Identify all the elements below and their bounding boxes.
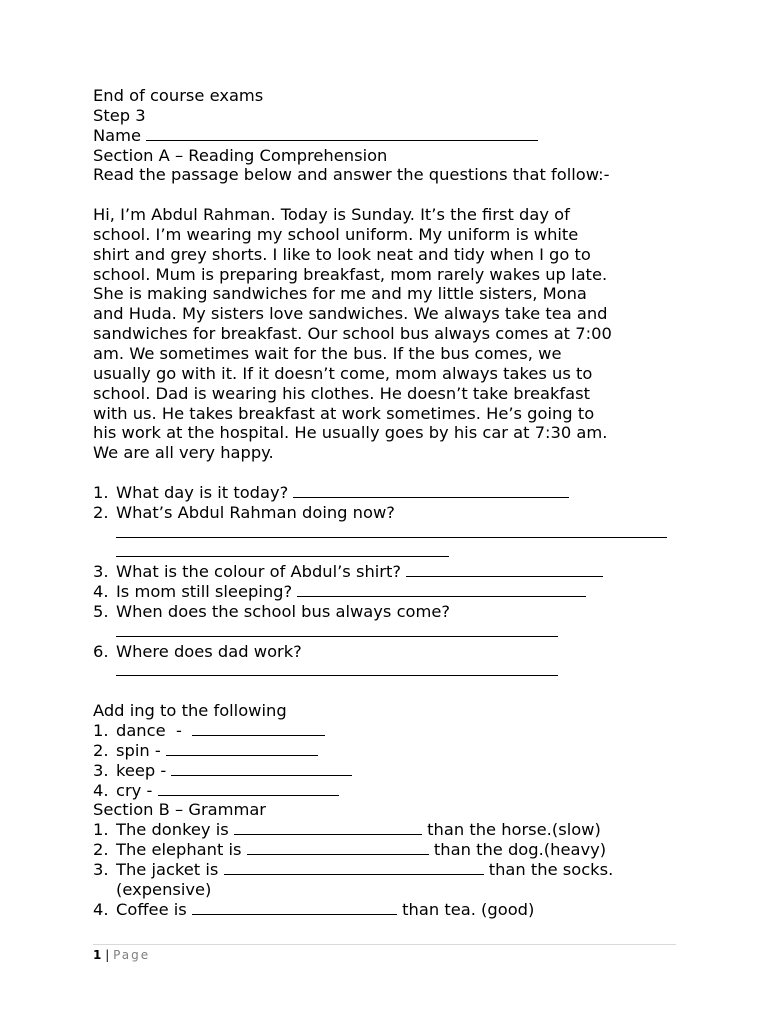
ing-item-2: 2. spin - — [93, 741, 683, 761]
answer-blank[interactable] — [116, 661, 558, 676]
passage-line: his work at the hospital. He usually goes by his car at 7:30 am. — [93, 423, 608, 443]
answer-blank[interactable] — [116, 622, 558, 637]
passage-line: school. Dad is wearing his clothes. He doesn’t take breakfast — [93, 383, 590, 403]
ing-item-1: 1. dance - — [93, 721, 683, 741]
grammar-item-2: 2. The elephant is than the dog.(heavy) — [93, 840, 607, 860]
passage-line: shirt and grey shorts. I like to look neat and tidy when I go to — [93, 244, 591, 264]
question-text: What’s Abdul Rahman doing now? — [116, 502, 395, 522]
page-footer — [93, 948, 150, 962]
grammar-hint: (expensive) — [116, 879, 212, 899]
question-2: 2. What’s Abdul Rahman doing now? — [93, 502, 395, 522]
ing-word: dance - — [116, 721, 182, 740]
exam-step: Step 3 — [93, 105, 146, 125]
question-text: Is mom still sleeping? — [116, 582, 293, 602]
passage-line: am. We sometimes wait for the bus. If the bus comes, we — [93, 343, 562, 363]
grammar-blank[interactable] — [224, 860, 484, 875]
ing-blank[interactable] — [171, 761, 352, 776]
exam-title: End of course exams — [93, 86, 264, 105]
passage-line: We are all very happy. — [93, 443, 274, 463]
section-a-heading: Section A – Reading Comprehension — [93, 145, 388, 165]
question-1: 1. What day is it today? — [93, 483, 683, 503]
ing-word: keep - — [116, 760, 167, 780]
passage-line: Hi, I’m Abdul Rahman. Today is Sunday. It’s the first day of — [93, 205, 570, 225]
page-label: Page — [113, 948, 151, 962]
passage-line: school. Mum is preparing breakfast, mom rarely wakes up late. — [93, 264, 608, 284]
passage-line: with us. He takes breakfast at work sometimes. He’s going to — [93, 403, 595, 423]
grammar-item-1: 1. The donkey is than the horse.(slow) — [93, 820, 601, 840]
passage-line: sandwiches for breakfast. Our school bus always comes at 7:00 — [93, 324, 612, 344]
passage-line: and Huda. My sisters love sandwiches. We always take tea and — [93, 304, 608, 324]
answer-blank[interactable] — [293, 483, 569, 498]
section-a-instruction: Read the passage below and answer the questions that follow:- — [93, 165, 610, 185]
ing-item-4: 4. cry - — [93, 781, 683, 801]
question-text: Where does dad work? — [116, 641, 302, 661]
ing-word: cry - — [116, 780, 153, 800]
answer-blank[interactable] — [406, 562, 603, 577]
page-number: 1 — [93, 948, 102, 962]
question-text: When does the school bus always come? — [116, 601, 450, 621]
name-label: Name — [93, 125, 142, 145]
question-4: 4. Is mom still sleeping? — [93, 582, 683, 602]
ing-item-3: 3. keep - — [93, 761, 683, 781]
name-blank[interactable] — [146, 126, 538, 141]
answer-blank[interactable] — [297, 582, 586, 597]
question-text: What is the colour of Abdul’s shirt? — [116, 562, 402, 582]
page-separator: | — [105, 948, 110, 962]
ing-blank[interactable] — [192, 721, 325, 736]
passage-line: school. I’m wearing my school uniform. My uniform is white — [93, 224, 579, 244]
question-3: 3. What is the colour of Abdul’s shirt? — [93, 562, 683, 582]
ing-heading: Add ing to the following — [93, 701, 287, 721]
grammar-blank[interactable] — [247, 840, 429, 855]
answer-blank[interactable] — [116, 523, 667, 538]
question-text: What day is it today? — [116, 482, 289, 502]
grammar-blank[interactable] — [234, 820, 422, 835]
passage-line: usually go with it. If it doesn’t come, mom always takes us to — [93, 363, 593, 383]
grammar-item-4: 4. Coffee is than tea. (good) — [93, 899, 535, 919]
question-5: 5. When does the school bus always come? — [93, 601, 450, 621]
passage-line: She is making sandwiches for me and my little sisters, Mona — [93, 284, 587, 304]
answer-blank[interactable] — [116, 542, 449, 557]
exam-page — [93, 86, 683, 919]
footer-rule — [93, 944, 676, 945]
section-b-heading: Section B – Grammar — [93, 800, 267, 820]
grammar-item-3: 3. The jacket is than the socks. — [93, 859, 614, 879]
name-line — [93, 126, 683, 146]
ing-blank[interactable] — [158, 781, 339, 796]
question-6: 6. Where does dad work? — [93, 641, 302, 661]
ing-blank[interactable] — [166, 741, 318, 756]
reading-passage — [93, 205, 683, 463]
grammar-blank[interactable] — [192, 900, 397, 915]
ing-word: spin - — [116, 740, 161, 760]
